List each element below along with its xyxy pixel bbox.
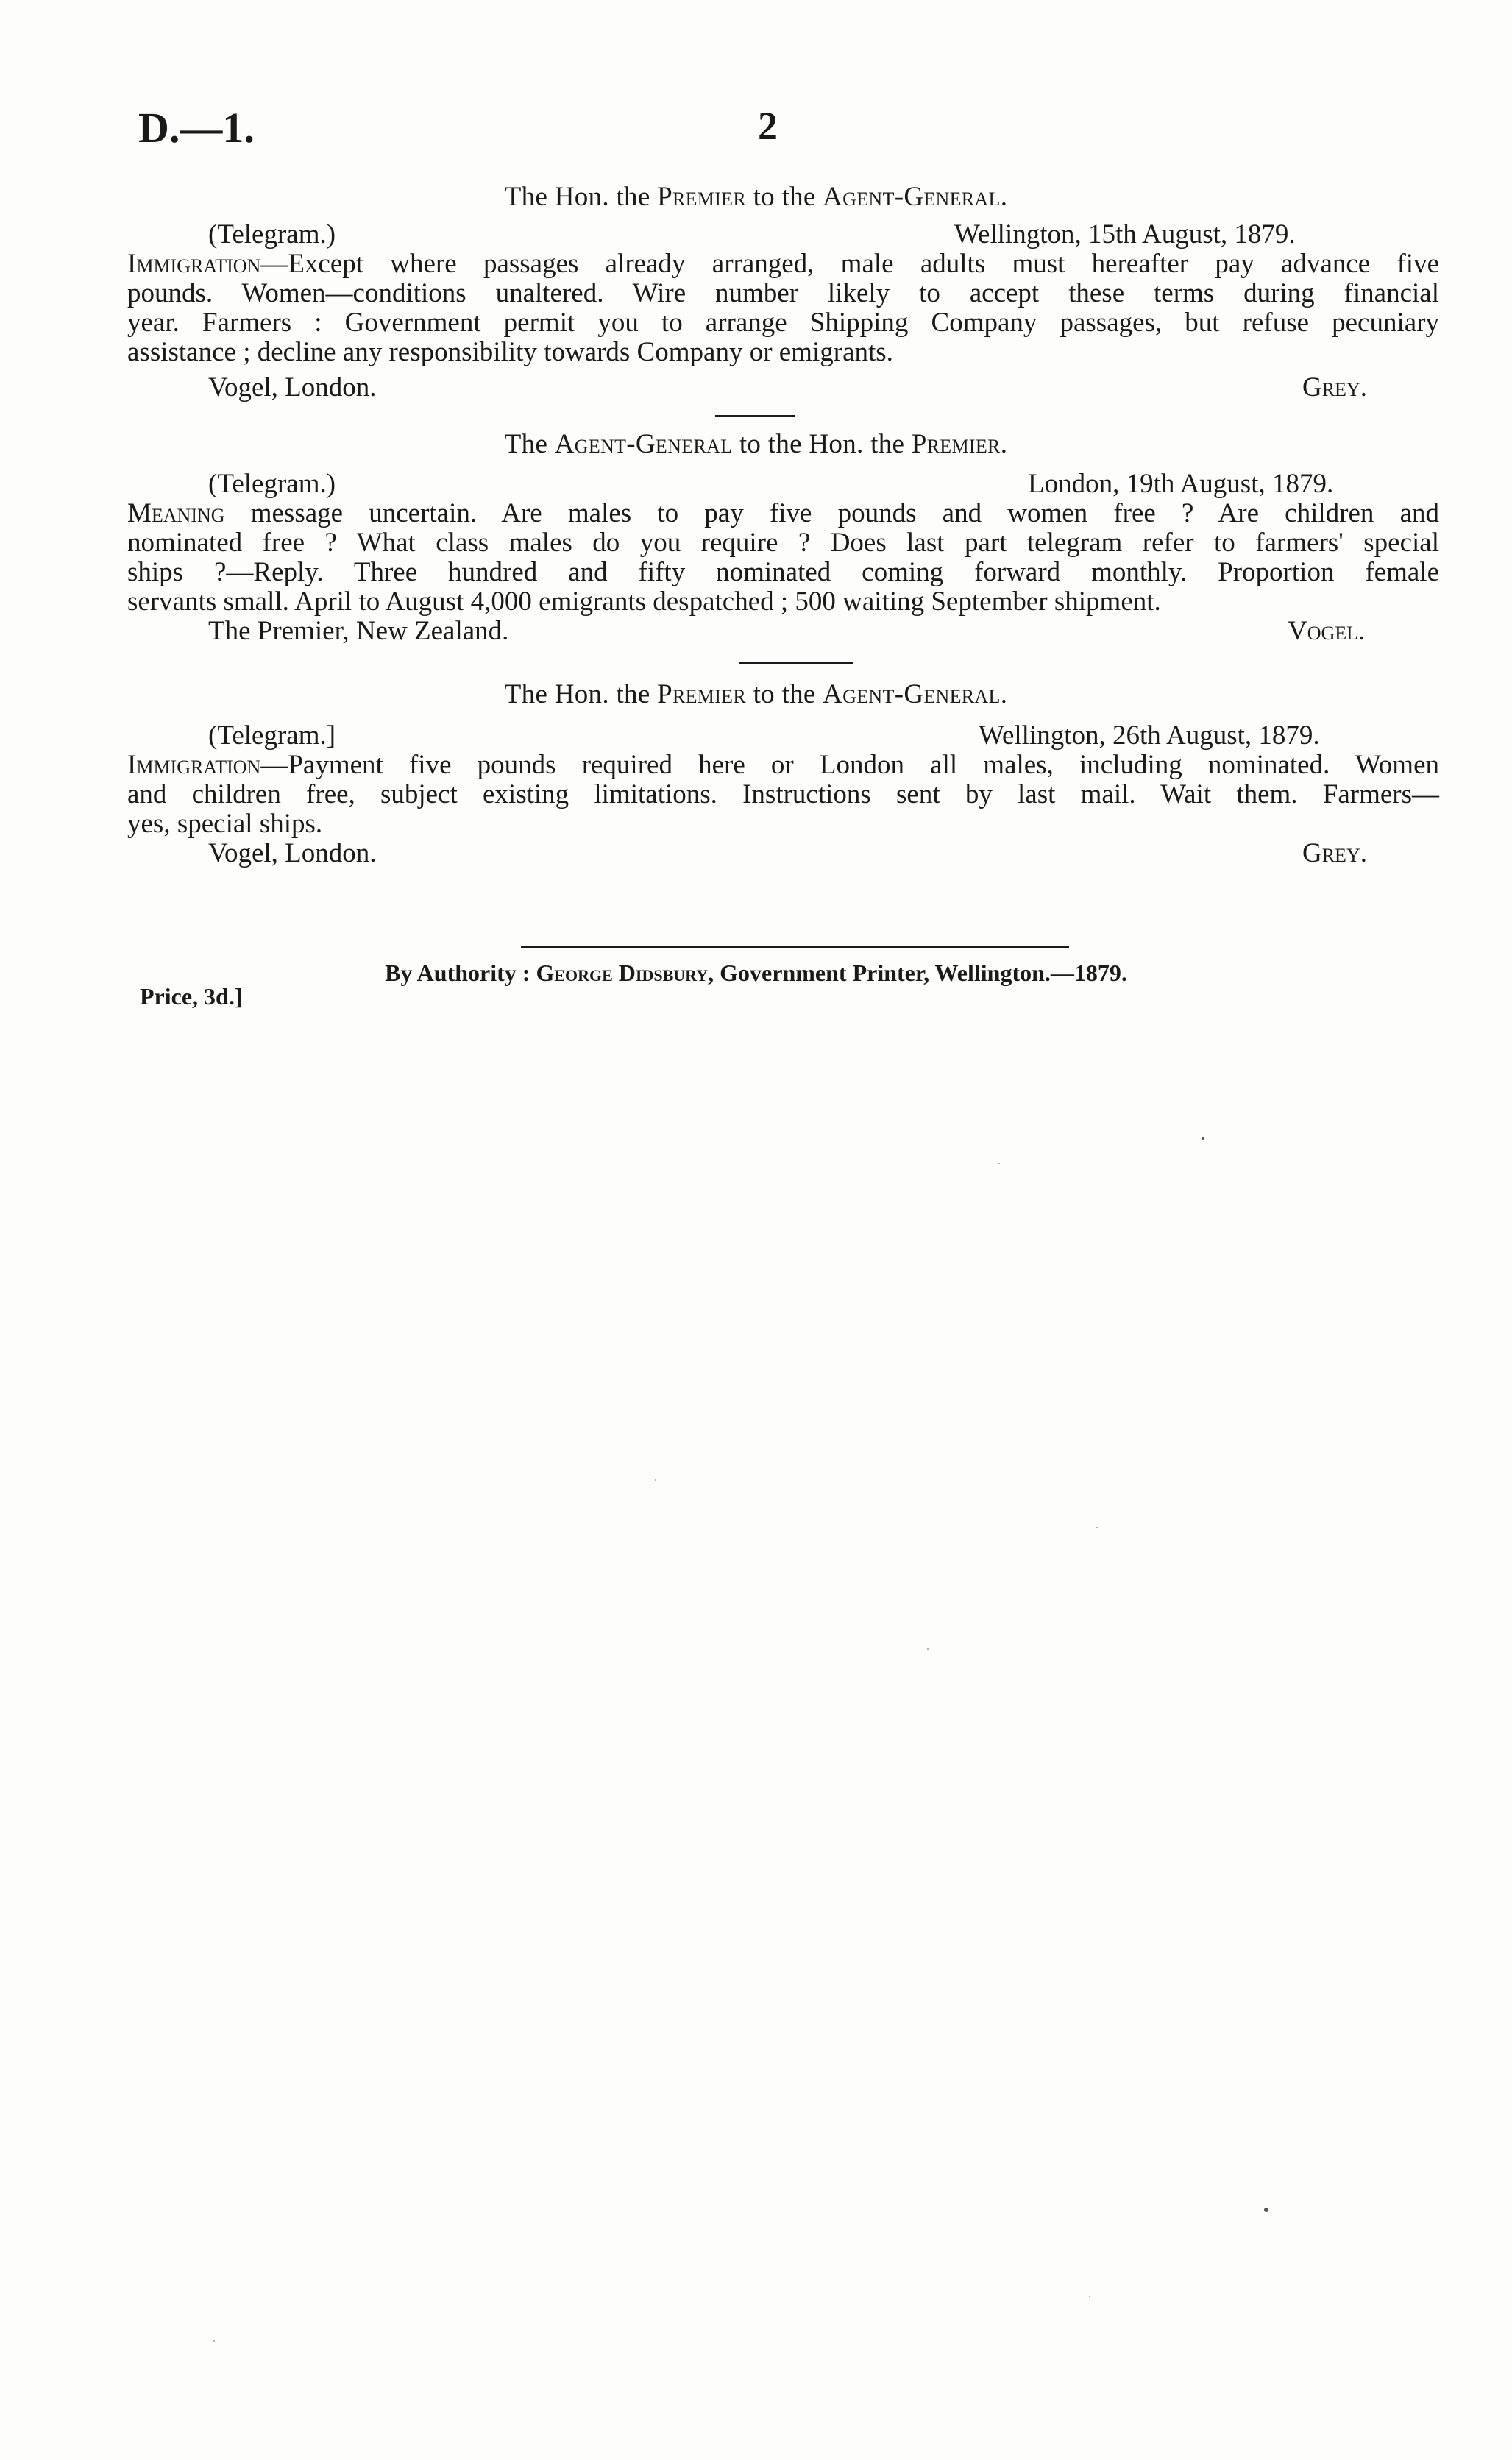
lead-word: Immigration bbox=[127, 750, 261, 780]
document-reference: D.—1. bbox=[138, 104, 255, 152]
sender: Agent-General bbox=[554, 429, 733, 459]
recipient: Premier bbox=[911, 429, 1001, 459]
body-line: year. Farmers : Government permit you to arrange Shipping Company passages, but refuse pecuniary bbox=[127, 308, 1439, 338]
body-line: Immigration—Payment five pounds required here or London all males, including nominated. Women bbox=[127, 750, 1439, 780]
page-number: 2 bbox=[758, 104, 778, 148]
signature: Grey. bbox=[1302, 838, 1367, 868]
place-date: Wellington, 26th August, 1879. bbox=[979, 720, 1320, 751]
sender: Premier bbox=[657, 182, 747, 212]
telegram-kind: (Telegram.) bbox=[208, 469, 336, 499]
place-date: Wellington, 15th August, 1879. bbox=[954, 219, 1296, 249]
telegram-kind: (Telegram.] bbox=[208, 720, 336, 751]
lead-word: Immigration bbox=[127, 249, 261, 279]
body-line: assistance ; decline any responsibility towards Company or emigrants. bbox=[127, 337, 893, 367]
scan-speck bbox=[1096, 1527, 1098, 1528]
printer-imprint: By Authority : George Didsbury, Government Printer, Wellington.—1879. bbox=[385, 960, 1127, 986]
address: The Premier, New Zealand. bbox=[208, 616, 509, 646]
price: Price, 3d.] bbox=[140, 983, 243, 1010]
body-line: nominated free ? What class males do you require ? Does last part telegram refer to farmers' special bbox=[127, 528, 1439, 558]
place-date: London, 19th August, 1879. bbox=[1028, 469, 1334, 499]
body-line: and children free, subject existing limitations. Instructions sent by last mail. Wait them. Farmers— bbox=[127, 779, 1439, 809]
footer-rule bbox=[521, 946, 1069, 948]
signature: Grey. bbox=[1302, 372, 1367, 403]
body-line: yes, special ships. bbox=[127, 809, 323, 839]
lead-word: Meaning bbox=[127, 498, 225, 528]
address: Vogel, London. bbox=[208, 838, 377, 868]
recipient: Agent-General bbox=[823, 679, 1001, 709]
section-divider bbox=[739, 662, 853, 664]
telegram-1-heading: The Hon. the Premier to the Agent-General. bbox=[504, 182, 1008, 212]
sender: Premier bbox=[657, 679, 747, 709]
telegram-3-heading: The Hon. the Premier to the Agent-General. bbox=[504, 679, 1008, 709]
scan-speck bbox=[1202, 1137, 1204, 1140]
scan-speck bbox=[927, 1648, 929, 1650]
signature: Vogel. bbox=[1288, 616, 1366, 646]
scan-speck bbox=[655, 1479, 656, 1481]
body-line: servants small. April to August 4,000 emigrants despatched ; 500 waiting September shipment. bbox=[127, 586, 1161, 617]
printer-name: George Didsbury bbox=[536, 960, 709, 986]
body-line: ships ?—Reply. Three hundred and fifty nominated coming forward monthly. Proportion female bbox=[127, 557, 1439, 587]
recipient: Agent-General bbox=[823, 182, 1001, 212]
body-line: Immigration—Except where passages already arranged, male adults must hereafter pay advance five bbox=[127, 249, 1439, 279]
body-line: Meaning message uncertain. Are males to pay five pounds and women free ? Are children and bbox=[127, 498, 1439, 528]
address: Vogel, London. bbox=[208, 372, 377, 403]
scan-speck bbox=[998, 1163, 1000, 1164]
scan-speck bbox=[1089, 2296, 1090, 2297]
telegram-2-heading: The Agent-General to the Hon. the Premier. bbox=[504, 429, 1008, 459]
section-divider bbox=[715, 415, 795, 417]
scan-speck bbox=[1264, 2208, 1268, 2212]
telegram-kind: (Telegram.) bbox=[208, 219, 336, 249]
scan-speck bbox=[213, 2340, 215, 2342]
body-line: pounds. Women—conditions unaltered. Wire number likely to accept these terms during financial bbox=[127, 278, 1439, 308]
